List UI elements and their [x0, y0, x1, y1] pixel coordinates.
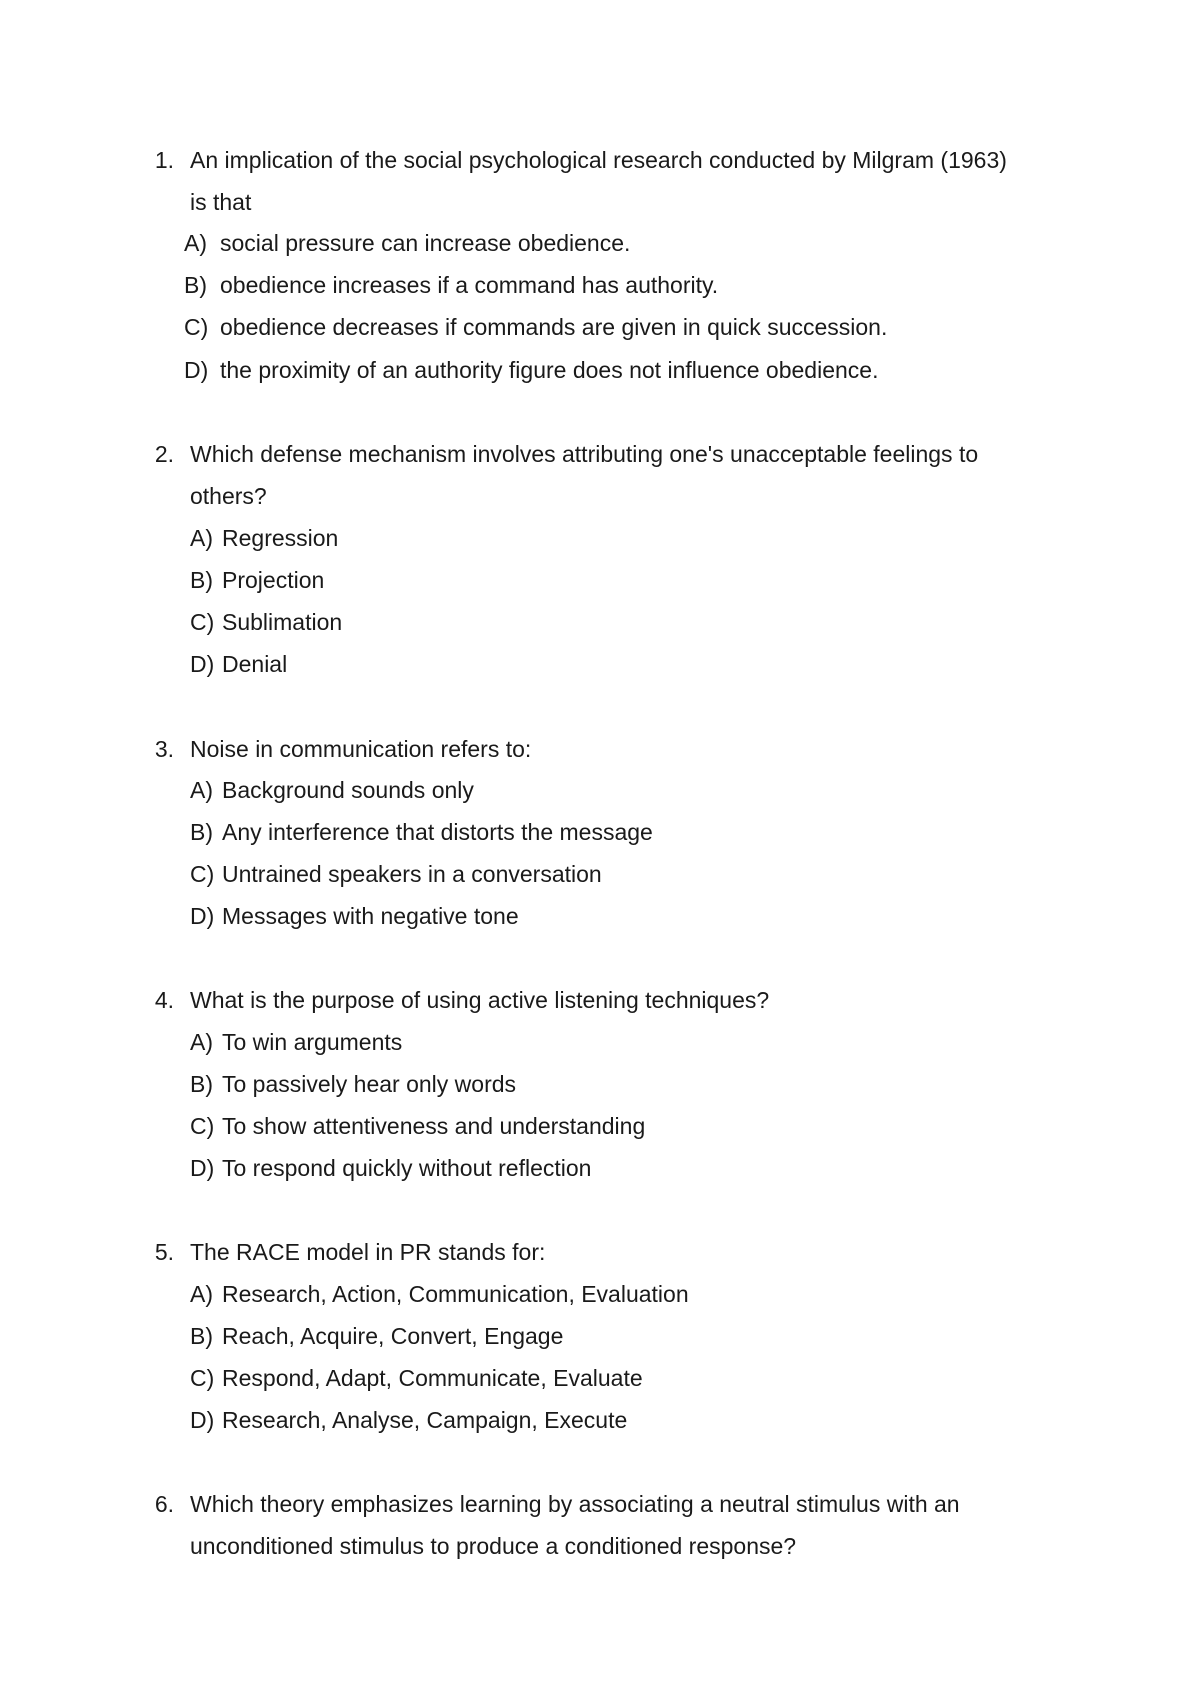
question-text-line: Which theory emphasizes learning by associating a neutral stimulus with an [190, 1491, 960, 1517]
option-letter: A) [190, 777, 213, 803]
option-text: To win arguments [222, 1029, 403, 1055]
question-number: 3. [154, 736, 174, 762]
question-number: 5. [154, 1239, 174, 1265]
option-text: To respond quickly without reflection [222, 1155, 592, 1181]
option-text: Research, Analyse, Campaign, Execute [222, 1407, 628, 1433]
option-letter: D) [190, 1407, 215, 1433]
option-text: To passively hear only words [222, 1071, 517, 1097]
question-number: 2. [154, 441, 174, 467]
option-text: Untrained speakers in a conversation [222, 861, 602, 887]
option-letter: A) [190, 1281, 213, 1307]
option-text: Any interference that distorts the message [222, 819, 653, 845]
option-text: Denial [222, 651, 288, 677]
question-number: 1. [154, 147, 174, 173]
option-letter: B) [190, 567, 213, 593]
option-letter: D) [190, 903, 215, 929]
question-number: 6. [154, 1491, 174, 1517]
option-text: To show attentiveness and understanding [222, 1113, 646, 1139]
option-letter: A) [190, 1029, 213, 1055]
question-number: 4. [154, 987, 174, 1013]
option-text: Respond, Adapt, Communicate, Evaluate [222, 1365, 643, 1391]
option-letter: C) [190, 609, 215, 635]
option-letter: A) [190, 525, 213, 551]
question-text-line: The RACE model in PR stands for: [190, 1239, 546, 1265]
option-letter: B) [190, 819, 213, 845]
option-text: Research, Action, Communication, Evaluation [222, 1281, 689, 1307]
question-text-line: Noise in communication refers to: [190, 736, 532, 762]
option-letter: B) [190, 1071, 213, 1097]
option-text: obedience increases if a command has authority. [220, 272, 719, 298]
question-text-line: An implication of the social psychological research conducted by Milgram (1963) [190, 147, 1007, 173]
option-letter: A) [184, 230, 207, 256]
option-text: Reach, Acquire, Convert, Engage [222, 1323, 564, 1349]
option-letter: C) [184, 314, 209, 340]
option-text: obedience decreases if commands are given in quick succession. [220, 314, 888, 340]
question-text-line: is that [190, 189, 252, 215]
question-text-line: Which defense mechanism involves attributing one's unacceptable feelings to [190, 441, 979, 467]
option-letter: C) [190, 1113, 215, 1139]
option-letter: D) [190, 1155, 215, 1181]
question-text-line: unconditioned stimulus to produce a conditioned response? [190, 1533, 797, 1559]
option-text: Sublimation [222, 609, 343, 635]
option-letter: D) [184, 357, 209, 383]
option-text: the proximity of an authority figure does not influence obedience. [220, 357, 879, 383]
option-text: Regression [222, 525, 339, 551]
option-text: Background sounds only [222, 777, 474, 803]
option-text: social pressure can increase obedience. [220, 230, 631, 256]
option-letter: C) [190, 1365, 215, 1391]
question-text-line: What is the purpose of using active listening techniques? [190, 987, 770, 1013]
option-letter: C) [190, 861, 215, 887]
option-text: Messages with negative tone [222, 903, 519, 929]
option-letter: D) [190, 651, 215, 677]
option-text: Projection [222, 567, 325, 593]
question-text-line: others? [190, 483, 267, 509]
option-letter: B) [190, 1323, 213, 1349]
option-letter: B) [184, 272, 207, 298]
